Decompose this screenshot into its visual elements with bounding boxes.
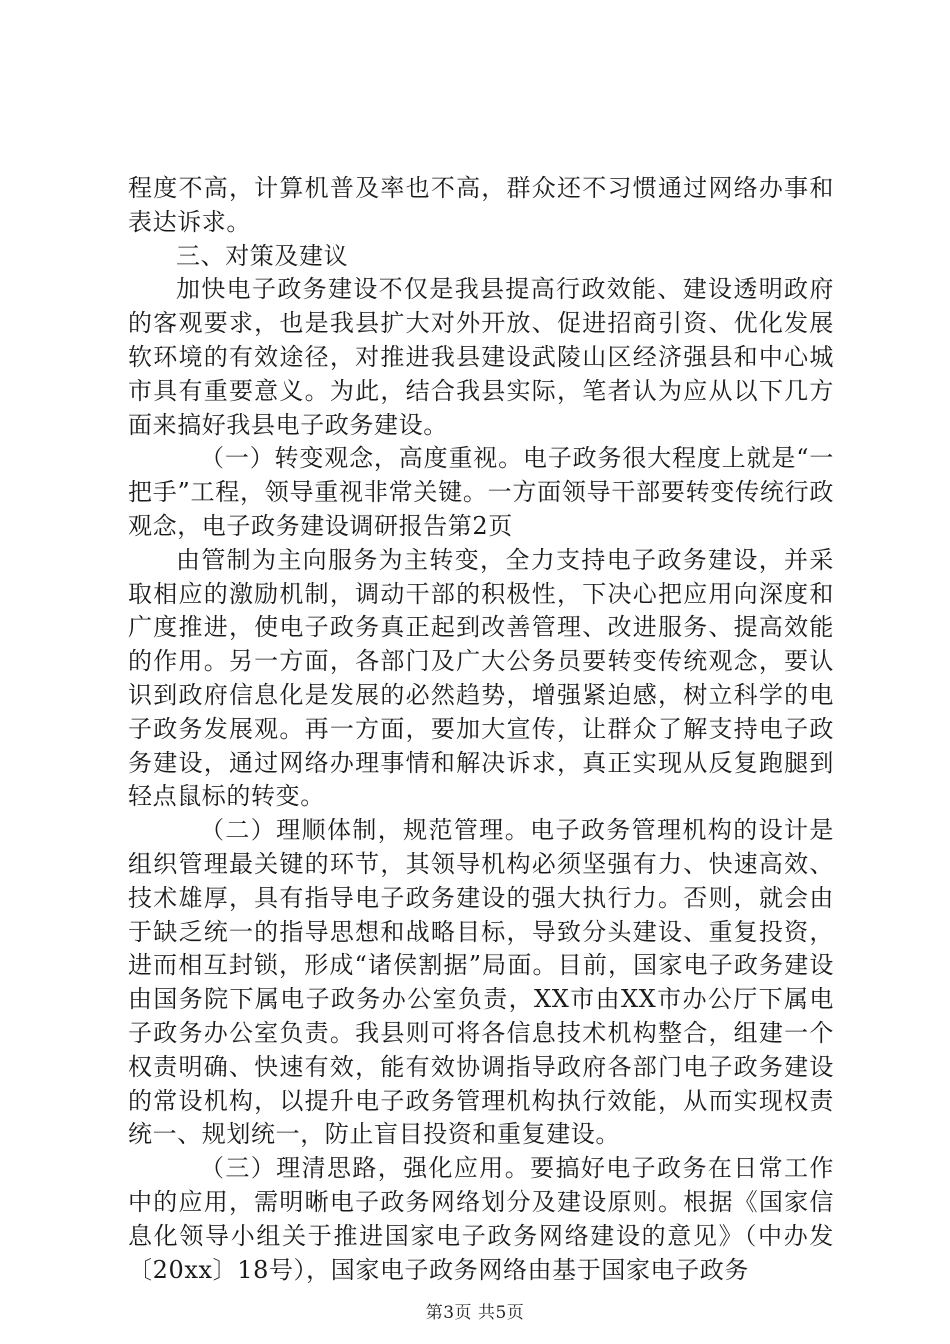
page-footer: [0, 1298, 950, 1323]
document-body: [128, 172, 834, 1287]
paragraph-point-2: （二）理顺体制，规范管理。电子政务管理机构的设计是组织管理最关键的环节，其领导机构必须坚强有力、快速高效、技术雄厚，具有指导电子政务建设的强大执行力。否则，就会由于缺乏统一的指导思想和战略目标，导致分头建设、重复投资，进而相互封锁，形成“诸侯割据”局面。目前，国家电子政务建设由国务院下属电子政务办公室负责，XX市由XX市办公厅下属电子政务办公室负责。我县则可将各信息技术机构整合，组建一个权责明确、快速有效，能有效协调指导政府各部门电子政务建设的常设机构，以提升电子政务管理机构执行效能，从而实现权责统一、规划统一，防止盲目投资和重复建设。: [128, 816, 834, 1149]
paragraph-continuation: 程度不高，计算机普及率也不高，群众还不习惯通过网络办事和表达诉求。: [128, 174, 834, 236]
page-number: 第3页 共5页: [425, 1303, 525, 1323]
paragraph-point-3: （三）理清思路，强化应用。要搞好电子政务在日常工作中的应用，需明晰电子政务网络划分及建设原则。根据《国家信息化领导小组关于推进国家电子政务网络建设的意见》（中办发〔20xx〕18号），国家电子政务网络由基于国家电子政务: [128, 1154, 834, 1284]
paragraph-point-1: （一）转变观念，高度重视。电子政务很大程度上就是“一把手”工程，领导重视非常关键。一方面领导干部要转变传统行政观念，电子政务建设调研报告第2页: [128, 444, 834, 540]
section-heading: 三、对策及建议: [176, 241, 349, 270]
paragraph-point-1-continued: 由管制为主向服务为主转变，全力支持电子政务建设，并采取相应的激励机制，调动干部的积极性，下决心把应用向深度和广度推进，使电子政务真正起到改善管理、改进服务、提高效能的作用。另一方面，各部门及广大公务员要转变传统观念，要认识到政府信息化是发展的必然趋势，增强紧迫感，树立科学的电子政务发展观。再一方面，要加大宣传，让群众了解支持电子政务建设，通过网络办理事情和解决诉求，真正实现从反复跑腿到轻点鼠标的转变。: [128, 545, 834, 811]
paragraph-intro: 加快电子政务建设不仅是我县提高行政效能、建设透明政府的客观要求，也是我县扩大对外开放、促进招商引资、优化发展软环境的有效途径，对推进我县建设武陵山区经济强县和中心城市具有重要意义。为此，结合我县实际，笔者认为应从以下几方面来搞好我县电子政务建设。: [128, 275, 834, 439]
